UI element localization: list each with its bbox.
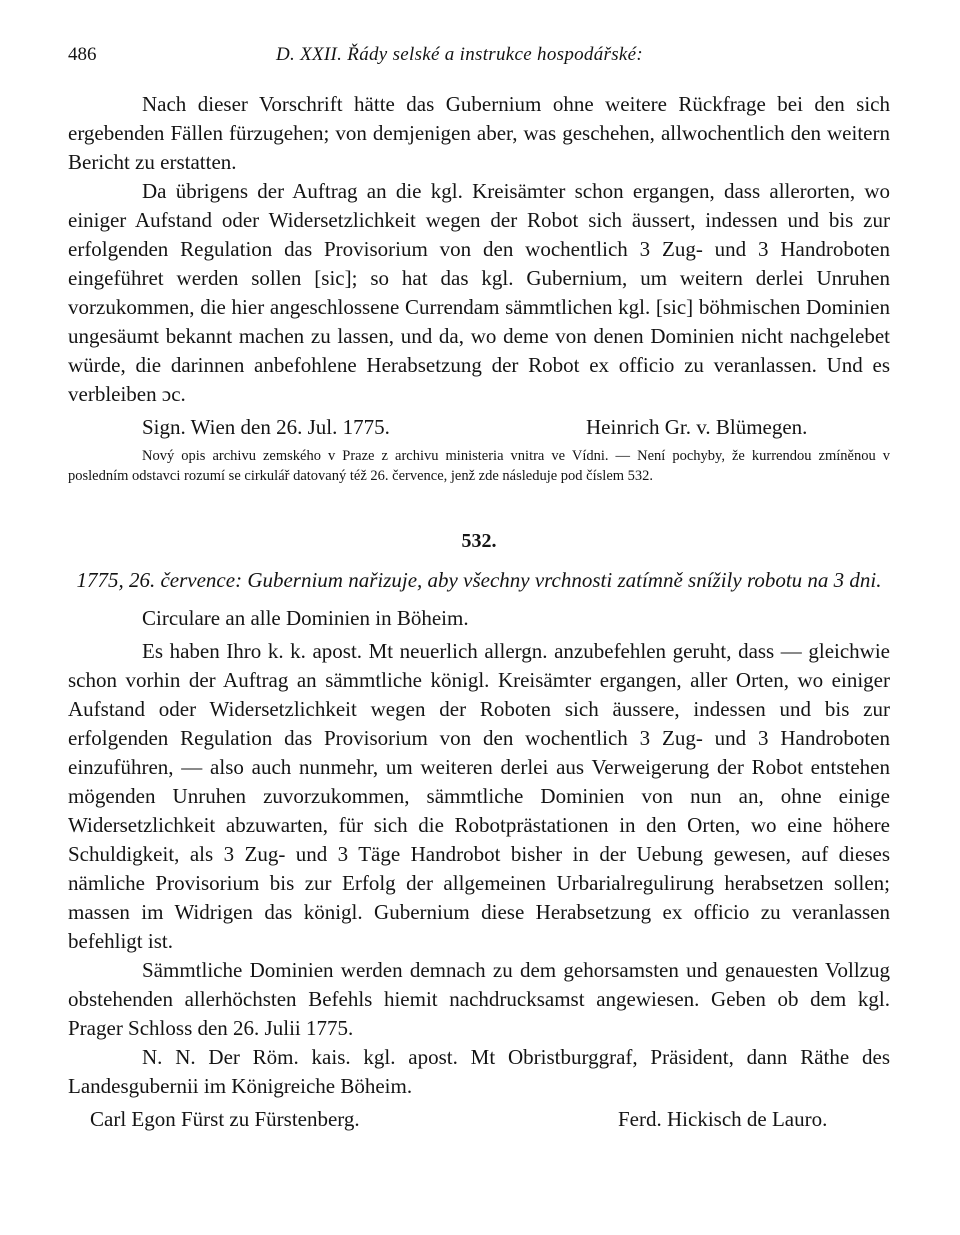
doc531-signature xyxy=(142,413,890,442)
doc531-paragraph-1: Nach dieser Vorschrift hätte das Gubernium ohne weitere Rückfrage bei den sich ergebenden Fällen fürzugehen; von demjenigen aber, was geschehen, allwochentlich den weitern Bericht zu erstatten. xyxy=(68,92,890,174)
signature-place-date: Sign. Wien den 26. Jul. 1775. xyxy=(142,415,390,439)
signer-right: Ferd. Hickisch de Lauro. xyxy=(618,1107,828,1131)
document-heading xyxy=(68,566,890,594)
signature-name: Heinrich Gr. v. Blümegen. xyxy=(586,415,808,439)
page-number: 486 xyxy=(68,44,97,65)
editorial-note: Nový opis archivu zemského v Praze z archivu ministeria vnitra ve Vídni. — Není pochyby, že kurrendou zmíněnou v posledním odstavci rozumí se cirkulář datovaný též 26. července, jenž zde následuje pod číslem 532. xyxy=(68,448,890,484)
signer-left: Carl Egon Fürst zu Fürstenberg. xyxy=(90,1107,360,1131)
heading-date: 1775, 26. července: xyxy=(76,568,243,592)
heading-summary: Gubernium nařizuje, aby všechny vrchnosti zatímně snížily robotu na 3 dni. xyxy=(247,568,882,592)
doc532-paragraph-3: N. N. Der Röm. kais. kgl. apost. Mt Obristburggraf, Präsident, dann Räthe des Landesgubernii im Königreiche Böheim. xyxy=(68,1045,890,1098)
doc531-paragraph-2: Da übrigens der Auftrag an die kgl. Kreisämter schon ergangen, dass allerorten, wo einiger Aufstand oder Widersetzlichkeit wegen der Robot sich äussert, indessen und bis zur erfolgenden Regulation das Provisorium von den wochentlich 3 Zug- und 3 Handroboten eingeführet werden sollen [sic]; so hat das kgl. Gubernium, um weitern derlei Unruhen vorzukommen, die hier angeschlossene Currendam sämmtlichen kgl. [sic] böhmischen Dominien ungesäumt bekannt machen zu lassen, und da, wo deme von denen Dominien nicht nachgelebet würde, die darinnen anbefohlene Herabsetzung der Robot ex officio zu veranlassen. Und es verbleiben ɔc. xyxy=(68,179,890,406)
doc532-paragraph-1: Es haben Ihro k. k. apost. Mt neuerlich allergn. anzubefehlen geruht, dass — gleichwie schon vorhin der Auftrag an sämmtliche königl. Kreisämter ergangen, aller Orten, wo einiger Aufstand oder Widersetzlichkeit wegen der Roboten sich äussere, indessen und bis zur erfolgenden Regulation das Provisorium von den wochentlich 3 Zug- und 3 Handroboten einzuführen, — also auch nunmehr, um weiteren derlei aus Verweigerung der Robot entstehen mögenden Unruhen zuvorzukommen, sämmtliche Dominien von nun an, ohne einige Widersetzlichkeit abzuwarten, für sich die Robotprästationen in den Orten, wo eine höhere Schuldigkeit, als 3 Zug- und 3 Täge Handrobot bisher in der Uebung gewesen, auf dieses nämliche Provisorium bis zur Erfolg der allgemeinen Urbarialregulirung herabsetzen sollen; massen im Widrigen das königl. Gubernium diese Herabsetzung ex officio zu veranlassen befehligt ist. xyxy=(68,639,890,953)
running-title: D. XXII. Řády selské a instrukce hospodářské: xyxy=(276,44,644,65)
document-number: 532. xyxy=(461,530,497,552)
page-header xyxy=(68,30,890,64)
doc532-signers xyxy=(68,1105,890,1135)
document-page xyxy=(68,30,890,1135)
circular-title: Circulare an alle Dominien in Böheim. xyxy=(142,606,469,630)
doc532-paragraph-2: Sämmtliche Dominien werden demnach zu dem gehorsamsten und genauesten Vollzug obstehenden allerhöchsten Befehls hiemit nachdrucksamst angewiesen. Geben ob dem kgl. Prager Schloss den 26. Julii 1775. xyxy=(68,958,890,1040)
